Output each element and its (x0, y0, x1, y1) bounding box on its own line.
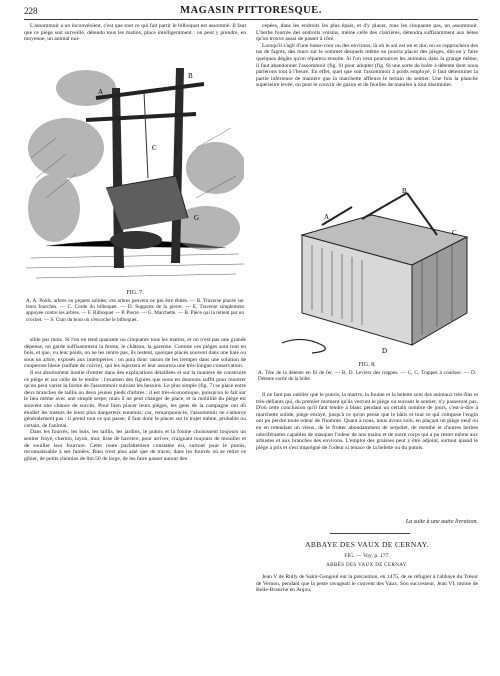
fig8-letter-c: C (452, 229, 457, 237)
fig8-caption: A. Tête de la détente en fil de fer. — B, D. Leviers des trappes. — C, C. Trappes à coulisse. — D. Détente sortie de la boîte. (258, 370, 476, 383)
fig7-letter-b: B (188, 72, 193, 80)
fig7-letter-c: C (152, 144, 157, 152)
paragraph: Jean V de Rully de Saint-Gengoul eut la précaution, en 1475, de se réfugier à l'abbaye du Trésor de Vernon, pendant que la peste ravageait le couvent des Vaux. Son successeur, Jean VI, moine de Belle-Branche en Anjou, (256, 574, 478, 594)
paragraph: L'assommoir a un inconvénient, c'est que tout ce qui fait partir le bilboquet est assommé. Il faut que ce piège soit surveillé, détendu tous les matins, placé intelligemment : on peut y prendre, en moyenne, un animal nui- (24, 23, 246, 43)
paragraph: cepées, dans les endroits les plus épais, et d'y placer, tous les cinquante pas, un assommoir. L'herbe fourrée des endroits voisins, même celle des clairières, détendra suffisamment aux bêtes qu'on trouve aussi de passer à côté. (256, 23, 478, 43)
fig7-label: FIG. 7. (126, 290, 144, 296)
fig8-engraving (262, 185, 474, 355)
fig8-letter-d: D (382, 347, 388, 355)
fig7-caption: A, A. Poids, arbres ou piquets solides; ces arbres peuvent ne pas être ébités. — B. Traverse placée sur leurs fourches. — C. Corde du bilboquet. — D. Supports de la pierre. — E. Traverse simplement appuyée contre les arbres. — F. Bilboquet — P. Pierre. — G. Marchette. — B. Pièce qui la retient par un crochet. — S. Cran du bout où s'encoche le bilboquet. (26, 298, 244, 323)
left-bottom-text (24, 337, 246, 669)
left-top-text (24, 23, 246, 59)
fig7-engraving (26, 58, 244, 286)
section-body (256, 574, 478, 669)
header-rule (24, 19, 478, 20)
section-subtitle: FIG. — Voy. p. 177. (344, 553, 390, 559)
fig7-letter-g: G (194, 214, 200, 222)
fig8-letter-a: A (324, 213, 330, 221)
fig8-letter-b: B (402, 187, 407, 195)
fig8-label: FIG. 8. (358, 362, 376, 368)
paragraph: Il ne faut pas oublier que le putois, la martre, la fouine et la belette sont des animaux très-fins et très-défiants qui, du premier moment qu'ils verront le piège ou suivant le sentier, n'y passeront pas. D'où cette conclusion qu'il faut tendre à blanc pendant un certain nombre de jours, c'est-à-dire à marchette solide, piège enrayé, jusqu'à ce qu'on pense que le bâtis et tout ce qui compose l'engin ont pu perdre toute odeur de l'homme. Quant à nous, nous avons soin, en plaçant un piège neuf ou en en retendant un vieux, de le frotter abondamment de serpolet, de menthe et d'autres herbes odoriférantes capables de masquer l'odeur de nos mains et de notre corps qui a pu rester même aux arbustes et aux branches des environs. L'emploi des graisses peut y être adjoint, surtout quand le piège a pris et s'est imprégné de l'odeur si tenace de la belette ou du putois. (256, 392, 478, 451)
journal-title: MAGASIN PITTORESQUE. (180, 5, 322, 16)
right-bottom-text (256, 392, 478, 516)
paragraph: sible par mois. Si l'on en tend quarante ou cinquante tous les matins, et on n'est pas une grande dépense, on garde suffisamment la ferme, le château, la garenne. Comme ces pièges sont tout en bois, et que, vu leur poids, on ne les rentre pas, ils restent, quoique placés souvent dans une haie ou sous un arbre, exposés aux intempéries : on aura donc raison de les tremper dans une solution de couperose bleue (sulfate de cuivre), qui les injectera et leur assurera une très-longue conservation. (24, 337, 246, 370)
section-divider (330, 533, 410, 534)
section-subheading: ABBÉS DES VAUX DE CERNAY. (326, 563, 408, 568)
paragraph: Il est absolument inutile d'entrer dans des explications détaillées et sur la manière de construire ce piège et sur celle de le tendre : l'examen des figures que nous en donnons suffit pour montrer qu'on peut varier la forme de l'assommoir suivant les besoins. Le plus simple (fig. 7) se place entre deux branches de taillis ou deux jeunes pieds d'arbres : il est très-économique, puisqu'on le fait sur le lieu même avec une simple serpe; mais il ne peut changer de place, et la mobilité du piège est souvent une chance de succès. Pour bien placer leurs pièges, les gens de la campagne ont dû étudier les mœurs de leurs plus dangereux ennemis; car, remarquons-le, l'assommoir ne s'amorce généralement pas : il prend tout ce qui passe; il faut donc le placer sur le trajet même, probable ou certain, de l'animal. (24, 369, 246, 429)
right-top-text (256, 23, 478, 171)
page-number: 228 (24, 6, 38, 16)
fig7-letter-a: A (98, 88, 104, 96)
paragraph: Dans les fourrés, les bois, les taillis, les jardins, le putois et la fouine choisissent toujours un sentier frayé, chemin, layon, mur, lisse de barrière, pour arriver, craignant toujours de mouiller et de souiller leur fourrure. Cette route parfaitement constatée est, surtout pour le putois, reconnaissable à ses fumées. Rien n'est plus aisé que de tracer, dans les fourrés où se retire ce gibier, de petits chemins de 0m.50 de large, de les faire passer autour des (24, 429, 246, 462)
page-header (24, 5, 478, 19)
continued-note: La suite à une autre livraison. (405, 519, 478, 525)
paragraph: Lorsqu'il s'agit d'une basse-cour ou des environs, là où le sol est un et dur, on se rapprochera des tas de fagots, des murs sur le sommet desquels même on pourra placer des pièges, dût-on y faire quelques dégâts qu'on réparera ensuite. Si l'on veut poursuivre les animaux dans la grange même, il faut abandonner l'assommoir (fig. 6) pour adopter (fig. 8) une sorte de boîte à détente dont nous parlerons tout à l'heure. En effet, quel que soit l'assommoir à poids employé, il faut déterminer la partie inférieure de manière que la marchette affleure le terrain du sentier. Une fois la planche supérieure levée, on peut le couvrir de gazon et de feuilles de manière à tout dissimuler. (256, 42, 478, 89)
section-title: ABBAYE DES VAUX DE CERNAY. (305, 540, 429, 549)
